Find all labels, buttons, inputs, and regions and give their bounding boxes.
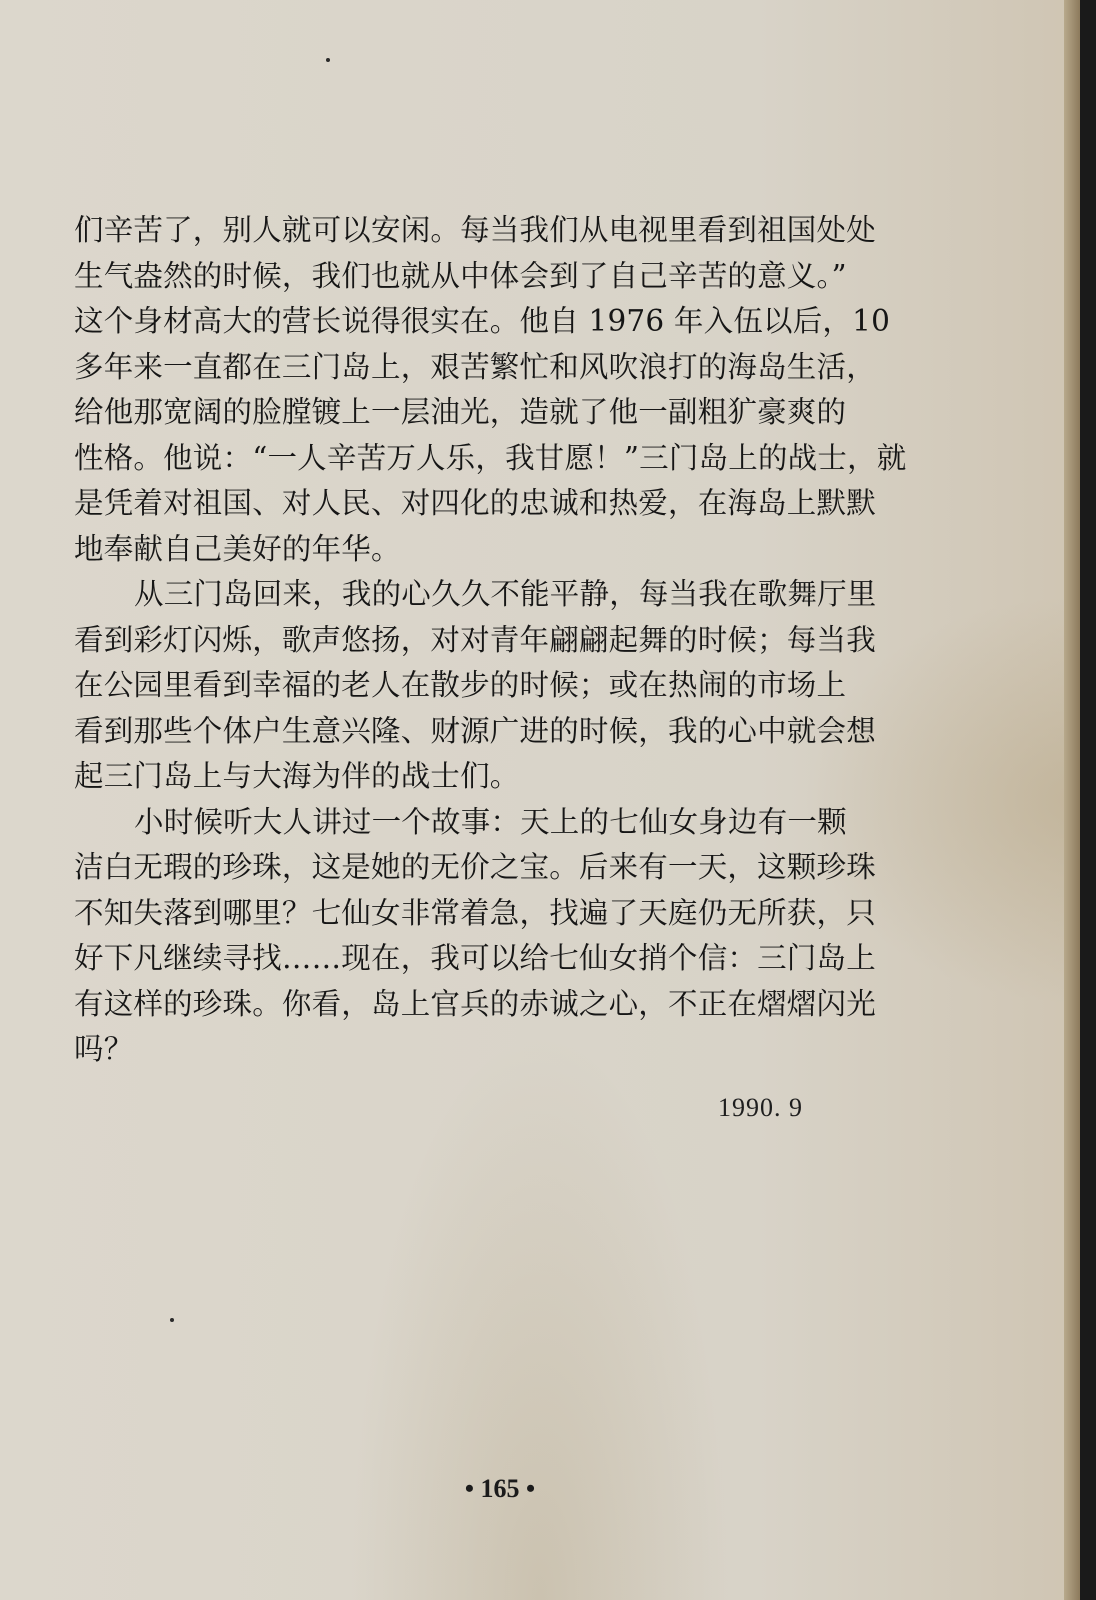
page-edge-shadow: [1064, 0, 1080, 1600]
text-line: 不知失落到哪里？七仙女非常着急，找遍了天庭仍无所获，只: [74, 895, 876, 930]
text-line: 从三门岛回来，我的心久久不能平静，每当我在歌舞厅里: [134, 577, 877, 611]
text-line: 是凭着对祖国、对人民、对四化的忠诚和热爱，在海岛上默默: [74, 486, 876, 520]
text-line: 看到那些个体户生意兴隆、财源广进的时候，我的心中就会想: [74, 713, 876, 748]
paragraph-1: [74, 208, 906, 572]
text-line: 这个身材高大的营长说得很实在。他自 1976 年入伍以后，10: [74, 304, 891, 338]
text-line: 地奉献自己美好的年华。: [74, 531, 401, 566]
text-line: 生气盎然的时候，我们也就从中体会到了自己辛苦的意义。”: [74, 258, 847, 293]
date-signature: 1990. 9: [718, 1093, 803, 1122]
body-text: [74, 208, 906, 1073]
paragraph-3: [74, 800, 906, 1073]
text-line: 吗？: [74, 1032, 134, 1066]
text-line: 起三门岛上与大海为伴的战士们。: [74, 759, 520, 793]
text-line: 性格。他说：“一人辛苦万人乐，我甘愿！”三门岛上的战士，就: [74, 440, 906, 475]
text-line: 看到彩灯闪烁，歌声悠扬，对对青年翩翩起舞的时候；每当我: [74, 622, 876, 657]
text-line: 洁白无瑕的珍珠，这是她的无价之宝。后来有一天，这颗珍珠: [74, 850, 876, 884]
text-line: 多年来一直都在三门岛上，艰苦繁忙和风吹浪打的海岛生活，: [74, 349, 876, 384]
text-line: 在公园里看到幸福的老人在散步的时候；或在热闹的市场上: [74, 668, 847, 702]
print-speck: [170, 1318, 174, 1322]
text-line: 小时候听大人讲过一个故事：天上的七仙女身边有一颗: [134, 804, 847, 839]
page-number: • 165 •: [464, 1474, 536, 1503]
text-line: 好下凡继续寻找……现在，我可以给七仙女捎个信：三门岛上: [74, 941, 876, 975]
text-line: 有这样的珍珠。你看，岛上官兵的赤诚之心，不正在熠熠闪光: [74, 986, 876, 1021]
paragraph-2: [74, 572, 906, 800]
print-speck: [326, 58, 330, 62]
text-line: 们辛苦了，别人就可以安闲。每当我们从电视里看到祖国处处: [74, 213, 876, 247]
text-line: 给他那宽阔的脸膛镀上一层油光，造就了他一副粗犷豪爽的: [74, 395, 847, 429]
